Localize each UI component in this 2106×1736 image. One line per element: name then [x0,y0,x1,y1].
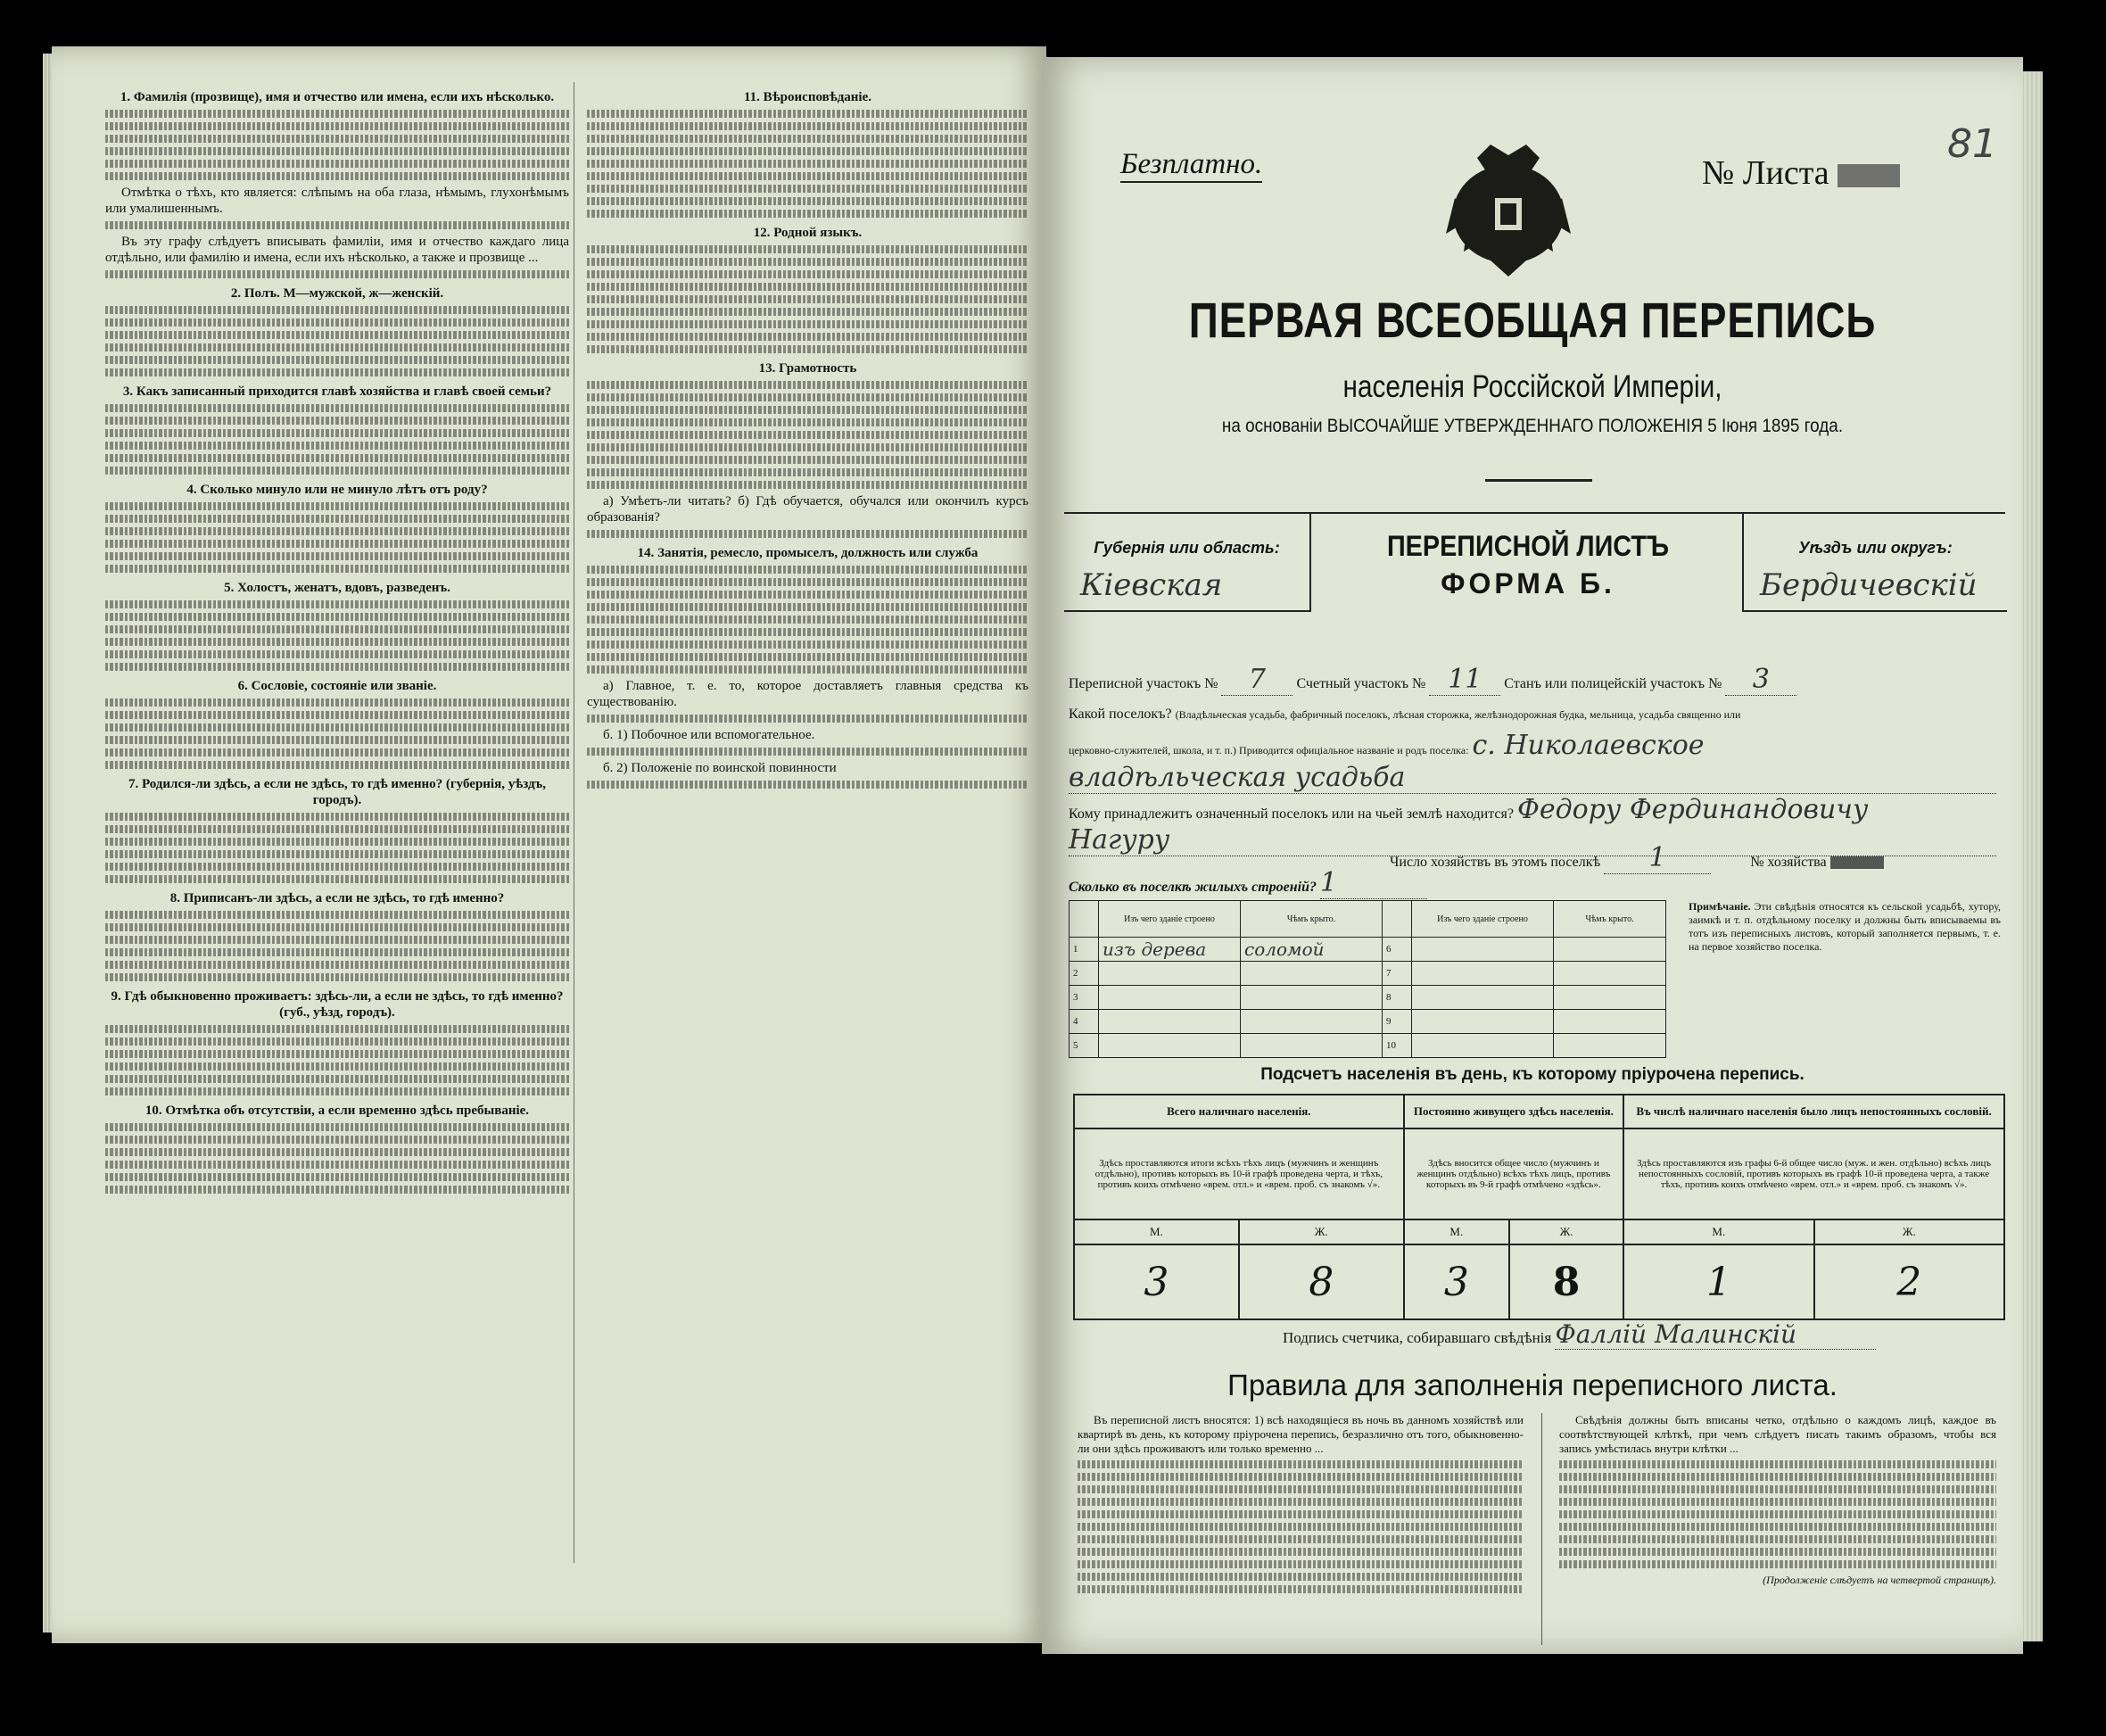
illegible-text-line [105,961,569,969]
illegible-text-line [587,653,1028,661]
illegible-text-line [587,641,1028,649]
illegible-text-line [105,515,569,523]
illegible-text-line [587,628,1028,636]
illegible-text-line [587,185,1028,193]
illegible-text-line [587,418,1028,426]
illegible-text-line [105,625,569,633]
illegible-text-line [105,331,569,339]
illegible-text-line [105,172,569,180]
illegible-text-line [587,270,1028,278]
section-heading: 5. Холостъ, женатъ, вдовъ, разведенъ. [224,581,450,595]
households-line: Число хозяйствъ въ этомъ поселкѣ 1 № хозяйства [1069,842,2010,874]
section-text: Отмѣтка о тѣхъ, кто является: слѣпымъ на оба глаза, нѣмымъ, глухонѣмымъ или умалишеннымъ. [105,186,569,216]
form-main-title: ПЕРВАЯ ВСЕОБЩАЯ ПЕРЕПИСЬ [1188,292,1877,348]
illegible-text-line [587,566,1028,574]
illegible-text-line [105,306,569,314]
section-heading: 10. Отмѣтка объ отсутствіи, а если временно здѣсь пребываніе. [145,1104,530,1118]
archive-page-number: 81 [1947,121,1997,167]
section-heading: 14. Занятія, ремесло, промыселъ, должность или служба [637,546,979,560]
instructions-column-1 [105,82,569,1198]
illegible-text-line [105,122,569,130]
population-count-title: Подсчетъ населенія въ день, къ которому пріурочена перепись. [1260,1065,1805,1084]
section-heading: 3. Какъ записанный приходится главѣ хозяйства и главѣ своей семьи? [122,384,552,399]
illegible-text-line [587,333,1028,341]
illegible-text-line [105,1161,569,1169]
illegible-text-line [587,245,1028,253]
illegible-text-line [105,110,569,118]
illegible-text-line [105,270,569,278]
illegible-text-line [105,923,569,931]
illegible-text-line [105,135,569,143]
instructions-column-2 [587,82,1028,793]
illegible-text-line [105,1025,569,1033]
illegible-text-line [105,343,569,351]
owner-value: Федору Фердинандовичу [1516,794,1869,825]
illegible-text-line [105,356,569,364]
illegible-text-line [105,318,569,327]
illegible-text-line [587,258,1028,266]
illegible-text-line [105,565,569,573]
owner-line: Кому принадлежитъ означенный поселокъ или на чьей землѣ находится? Федору Фердинандовичу [1069,794,1869,825]
rules-column-1: Въ переписной листъ вносятся: 1) всѣ находящіеся въ ночь въ данномъ хозяйствѣ или квартирѣ въ день, къ которому пріурочена перепись, безразлично отъ того, обыкновенно-ли они здѣсь проживаютъ или только временно ... [1078,1413,1524,1598]
section-text: б. 2) Положеніе по воинской повинности [603,761,837,775]
illegible-text-line [105,638,569,646]
illegible-text-line [105,147,569,155]
illegible-text-line [587,443,1028,451]
section-heading: 1. Фамилія (прозвище), имя и отчество или имена, если ихъ нѣсколько. [120,90,555,104]
illegible-text-line [105,936,569,944]
illegible-text-line [105,911,569,919]
illegible-text-line [587,345,1028,353]
households-value: 1 [1604,842,1711,874]
section-text: а) Умѣетъ-ли читать? б) Гдѣ обучается, обучался или окончилъ курсъ образованія? [587,494,1028,525]
form-subtitle: населенія Россійской Имперіи, [1342,369,1722,404]
illegible-text-line [105,1148,569,1156]
illegible-text-line [105,711,569,719]
census-district-value: 7 [1221,664,1293,696]
illegible-text-line [105,761,569,769]
police-district-value: 3 [1725,664,1796,696]
illegible-text-line [105,540,569,548]
illegible-text-line [587,748,1028,756]
table-row: 5 10 [1070,1034,1666,1058]
illegible-text-line [587,715,1028,723]
illegible-text-line [105,442,569,450]
illegible-text-line [587,578,1028,586]
illegible-text-line [105,813,569,821]
illegible-text-line [105,650,569,658]
rules-divider [1541,1413,1542,1645]
illegible-text-line [587,781,1028,789]
illegible-text-line [587,406,1028,414]
settlement-line-2: церковно-служителей, школа, и т. п.) Приводится офиціальное названіе и родъ поселка: с. Николаевское [1069,730,1705,761]
illegible-text-line [587,431,1028,439]
illegible-text-line [105,948,569,956]
illegible-text-line [587,616,1028,624]
illegible-text-line [105,552,569,560]
section-heading: 8. Приписанъ-ли здѣсь, а если не здѣсь, то гдѣ именно? [169,891,505,905]
illegible-text-line [587,603,1028,611]
form-legal-basis: на основаніи ВЫСОЧАЙШЕ УТВЕРЖДЕННАГО ПОЛОЖЕНІЯ 5 Іюня 1895 года. [1221,416,1844,436]
population-count-table: Всего наличнаго населенія. Постоянно живущего здѣсь населенія. Въ числѣ наличнаго населенія было лицъ непостоянныхъ сословій. Здѣсь проставляются итоги всѣхъ тѣхъ лицъ (мужчинъ и женщинъ отдѣльно), противъ которыхъ въ 10-й графѣ проведена черта, и тѣхъ, противъ коихъ отмѣчено «врем. отл.» и «врем. проб. съ знакомъ √». Здѣсь вносится общее число (мужчинъ и женщинъ отдѣльно) всѣхъ тѣхъ лицъ, противъ которыхъ въ 9-й графѣ отмѣчено «здѣсь». Здѣсь проставляются изъ графы 6-й общее число (муж. и жен. отдѣльно) всѣхъ лицъ непостоянныхъ сословій, противъ которыхъ въ графѣ 10-й проведена черта, а также тѣхъ, противъ коихъ отмѣчено «врем. отл.» и «врем. проб. съ знакомъ √». М. Ж. М. Ж. М. Ж. 3 8 3 8 1 2 [1073,1094,2005,1320]
illegible-text-line [105,454,569,462]
illegible-text-line [105,527,569,535]
section-text: Въ эту графу слѣдуетъ вписывать фамиліи, имя и отчество каждаго лица отдѣльно, или фамилію и имена, если ихъ нѣсколько, а также и прозвище ... [105,235,569,265]
settlement-line: Какой поселокъ? (Владѣльческая усадьба, фабричный поселокъ, лѣсная сторожка, желѣзнодорожная будка, мельница, усадьба священно или [1069,707,1741,722]
illegible-text-line [587,456,1028,464]
illegible-text-line [105,1075,569,1083]
counting-district-value: 11 [1429,664,1500,696]
illegible-text-line [587,665,1028,674]
illegible-text-line [587,147,1028,155]
illegible-text-line [105,429,569,437]
illegible-text-line [105,600,569,608]
owner-value-2: Нагуру [1069,824,1996,856]
illegible-text-line [587,110,1028,118]
gubernia-value: Кіевская [1080,567,1223,603]
rules-title: Правила для заполненія переписного листа. [1227,1368,1838,1401]
title-divider [1485,479,1592,482]
district-line: Переписной участокъ № 7 Счетный участокъ № 11 Станъ или полицейскій участокъ № 3 [1069,664,2010,696]
resident-female-count: 8 [1552,1259,1581,1305]
section-heading: 9. Гдѣ обыкновенно проживаетъ: здѣсь-ли, а если не здѣсь, то гдѣ именно? (губ., уѣзд, городъ). [111,989,564,1020]
section-heading: 2. Полъ. М—мужской, ж—женскій. [230,286,444,301]
illegible-text-line [105,1062,569,1071]
illegible-text-line [105,1136,569,1144]
buildings-table: Изъ чего зданіе строено Чѣмъ крыто. Изъ чего зданіе строено Чѣмъ крыто. 1 изъ дерева соломой 6 2 7 3 8 4 9 5 10 [1069,900,1666,1058]
illegible-text-line [105,748,569,756]
rules-continued-note: (Продолженіе слѣдуетъ на четвертой страницѣ). [1763,1574,1996,1586]
illegible-text-line [105,1037,569,1046]
illegible-text-line [105,863,569,871]
illegible-text-line [587,122,1028,130]
illegible-text-line [587,591,1028,599]
section-text: а) Главное, т. е. то, которое доставляетъ главныя средства къ существованію. [587,679,1028,709]
illegible-text-line [587,172,1028,180]
illegible-text-line [105,825,569,833]
illegible-text-line [105,850,569,858]
form-type: ФОРМА Б. [1441,567,1615,599]
rules-column-2: Свѣдѣнія должны быть вписаны четко, отдѣльно о каждомъ лицѣ, каждое въ соотвѣтствующей клѣткѣ, при чемъ слѣдуетъ писать такимъ образомъ, чтобы вся запись умѣстилась внутри клѣтки ... (Продолженіе слѣдуетъ на четвертой страницѣ). [1559,1413,1996,1586]
nonresident-male-count: 1 [1705,1259,1731,1305]
illegible-text-line [105,1186,569,1194]
illegible-text-line [587,530,1028,538]
imperial-eagle-icon [1441,136,1575,278]
population-values-row [1074,1244,2004,1319]
table-row: 1 изъ дерева соломой 6 [1070,938,1666,962]
illegible-text-line [105,663,569,671]
nonresident-female-count: 2 [1896,1259,1922,1305]
illegible-text-line [587,320,1028,328]
header-box-row [1064,512,2005,621]
illegible-text-line [105,417,569,425]
illegible-text-line [587,283,1028,291]
section-heading: 7. Родился-ли здѣсь, а если не здѣсь, то гдѣ именно? (губернія, уѣздъ, городъ). [128,777,547,807]
illegible-text-line [105,221,569,229]
right-page-census-form [1042,57,2023,1654]
illegible-text-line [105,1050,569,1058]
illegible-text-line [105,502,569,510]
illegible-text-line [587,295,1028,303]
buildings-remark: Примѣчаніе. Эти свѣдѣнія относятся къ сельской усадьбѣ, хутору, заимкѣ и т. п. отдѣльному поселку и должны быть вписываемы въ тотъ изъ переписныхъ листовъ, который заполняется первымъ, т. е. на первое хозяйство поселка. [1689,900,2002,953]
illegible-text-line [105,1173,569,1181]
resident-male-count: 3 [1443,1259,1469,1305]
section-heading: 6. Сословіе, состояніе или званіе. [237,679,437,693]
uezd-value: Бердичевскій [1760,567,1978,603]
free-label: Безплатно. [1120,148,1262,183]
present-male-count: 3 [1144,1259,1169,1305]
illegible-text-line [587,308,1028,316]
illegible-text-line [587,468,1028,476]
gubernia-box: Губернія или область: Кіевская [1064,514,1311,612]
table-row: 3 8 [1070,986,1666,1010]
illegible-text-line [105,973,569,981]
illegible-text-line [587,481,1028,489]
buildings-value: 1 [1320,867,1427,899]
left-page-instructions [52,46,1046,1643]
section-heading: 4. Сколько минуло или не минуло лѣтъ отъ роду? [186,483,488,497]
illegible-text-line [587,197,1028,205]
buildings-line: Сколько въ поселкѣ жилыхъ строеній? 1 [1069,867,2010,899]
settlement-type-value: владѣльческая усадьба [1069,762,1996,794]
settlement-line-3 [1069,762,2010,794]
enumerator-signature-line: Подпись счетчика, собиравшаго свѣдѣнія Фаллій Малинскій [1283,1319,1876,1350]
illegible-text-line [105,736,569,744]
illegible-text-line [587,381,1028,389]
enumerator-signature: Фаллій Малинскій [1555,1319,1876,1350]
section-heading: 13. Грамотность [758,361,857,376]
illegible-text-line [105,467,569,475]
present-female-count: 8 [1309,1259,1334,1305]
illegible-text-line [105,368,569,376]
illegible-text-line [105,613,569,621]
section-heading: 12. Родной языкъ. [753,226,863,240]
illegible-text-line [105,875,569,883]
illegible-text-line [105,723,569,732]
table-row: 2 7 [1070,962,1666,986]
illegible-text-line [587,210,1028,218]
settlement-value: с. Николаевское [1472,730,1705,761]
form-sheet-title: ПЕРЕПИСНОЙ ЛИСТЪ [1386,530,1670,562]
illegible-text-line [105,1123,569,1131]
illegible-text-line [105,404,569,412]
illegible-text-line [587,135,1028,143]
section-heading: 11. Вѣроисповѣданіе. [744,90,871,104]
illegible-text-line [105,838,569,846]
illegible-text-line [587,160,1028,168]
illegible-text-line [105,160,569,168]
sheet-number-label: № Листа [1702,153,1900,193]
illegible-text-line [105,699,569,707]
illegible-text-line [105,1087,569,1095]
section-text: б. 1) Побочное или вспомогательное. [603,728,815,742]
uezd-box: Уѣздъ или округъ: Бердичевскій [1742,514,2007,612]
table-row: 4 9 [1070,1010,1666,1034]
illegible-text-line [587,393,1028,401]
